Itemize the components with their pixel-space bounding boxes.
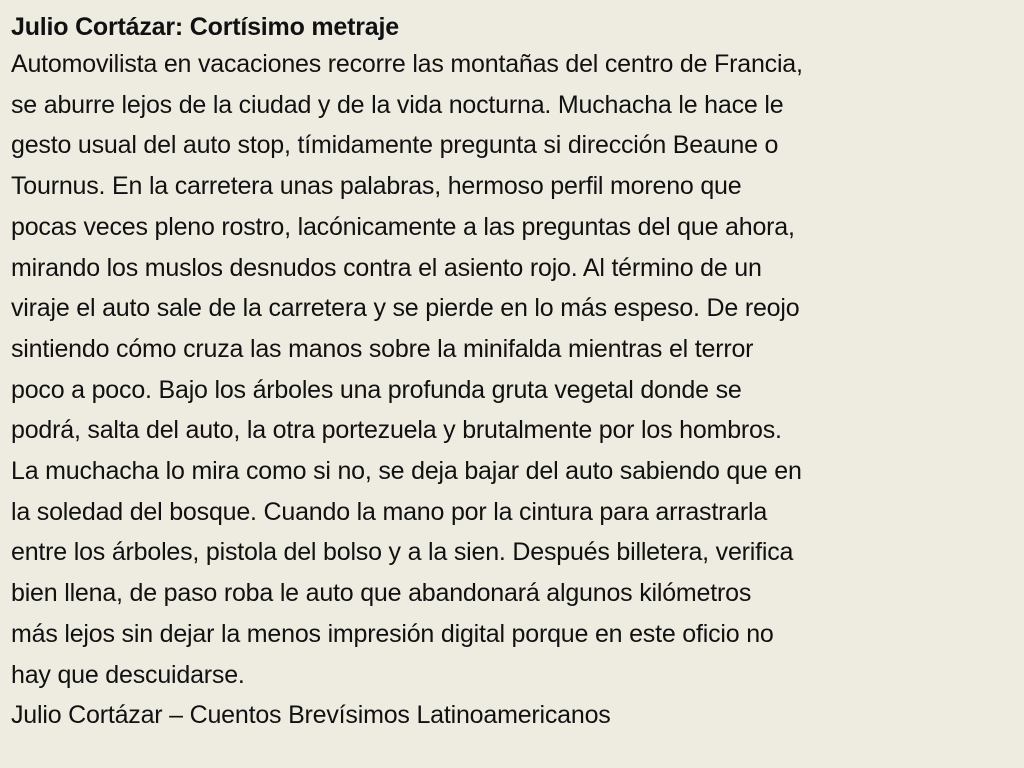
story-text: Automovilista en vacaciones recorre las montañas del centro de Francia, se aburre lejos de la ciudad y de la vida nocturna. Muchacha le hace le gesto usual del auto stop, tímidamente pregunta si dirección Beaune o Tournus. En la carretera unas palabras, hermoso perfil moreno que pocas veces pleno rostro, lacónicamente a las preguntas del que ahora, mirando los muslos desnudos contra el asiento rojo. Al término de un viraje el auto sale de la carretera y se pierde en lo más espeso. De reojo sintiendo cómo cruza las manos sobre la minifalda mientras el terror poco a poco. Bajo los árboles una profunda gruta vegetal donde se podrá, salta del auto, la otra portezuela y brutalmente por los hombros. La muchacha lo mira como si no, se deja bajar del auto sabiendo que en la soledad del bosque. Cuando la mano por la cintura para arrastrarla entre los árboles, pistola del bolso y a la sien. Después billetera, verifica bien llena, de paso roba le auto que abandonará algunos kilómetros más lejos sin dejar la menos impresión digital porque en este oficio no hay que descuidarse.: [11, 50, 803, 689]
slide-title: Julio Cortázar: Cortísimo metraje: [11, 13, 399, 41]
source-credit: Julio Cortázar – Cuentos Brevísimos Latinoamericanos: [11, 701, 611, 730]
